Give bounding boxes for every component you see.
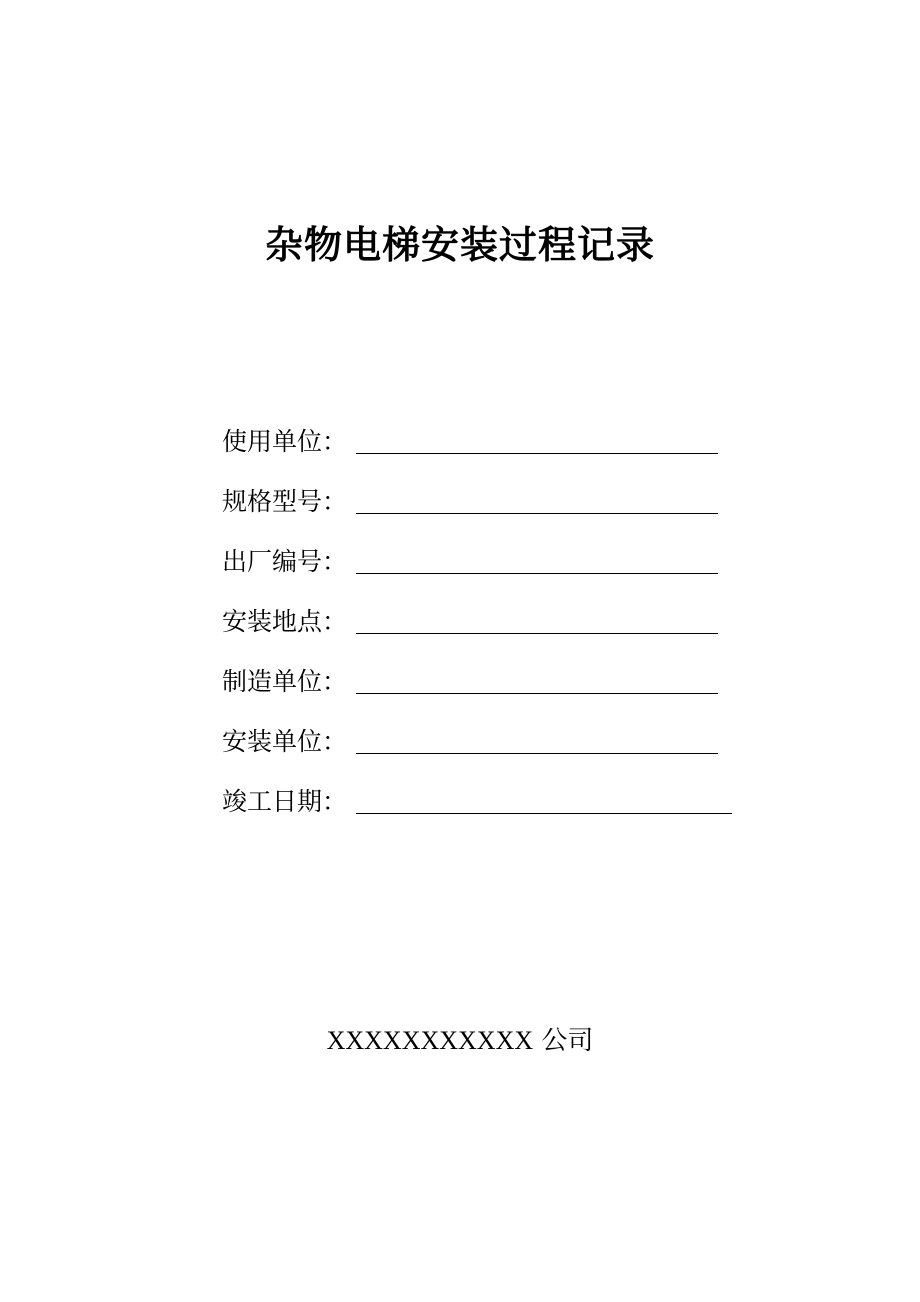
field-model-spec — [222, 480, 742, 520]
field-label: 制造单位 — [222, 667, 323, 696]
field-label: 竣工日期 — [222, 787, 323, 816]
field-blank-line — [356, 723, 718, 754]
field-label: 安装单位 — [222, 727, 323, 756]
field-blank-line — [356, 663, 718, 694]
document-title: 杂物电梯安装过程记录 — [264, 223, 655, 267]
field-label: 安装地点 — [222, 607, 323, 636]
record-fields — [222, 420, 742, 840]
field-colon: ： — [322, 607, 348, 636]
field-installer — [222, 720, 742, 760]
field-label: 出厂编号 — [222, 547, 323, 576]
company-name-prefix: XXXXXXXXXXX — [326, 1026, 534, 1055]
field-manufacturer — [222, 660, 742, 700]
field-label: 规格型号 — [222, 487, 323, 516]
field-completion-date — [222, 780, 742, 820]
field-blank-line — [356, 603, 718, 634]
field-colon: ： — [322, 727, 348, 756]
field-blank-line — [356, 543, 718, 574]
field-colon: ： — [322, 787, 348, 816]
company-name — [0, 1021, 920, 1061]
field-blank-line — [356, 423, 718, 454]
field-colon: ： — [322, 547, 348, 576]
company-name-suffix: 公司 — [533, 1026, 594, 1056]
field-blank-line — [356, 483, 718, 514]
field-user-unit — [222, 420, 742, 460]
field-colon: ： — [322, 427, 348, 456]
field-colon: ： — [322, 487, 348, 516]
field-label: 使用单位 — [222, 427, 323, 456]
field-colon: ： — [322, 667, 348, 696]
field-blank-line — [356, 783, 732, 814]
field-install-location — [222, 600, 742, 640]
field-serial-number — [222, 540, 742, 580]
